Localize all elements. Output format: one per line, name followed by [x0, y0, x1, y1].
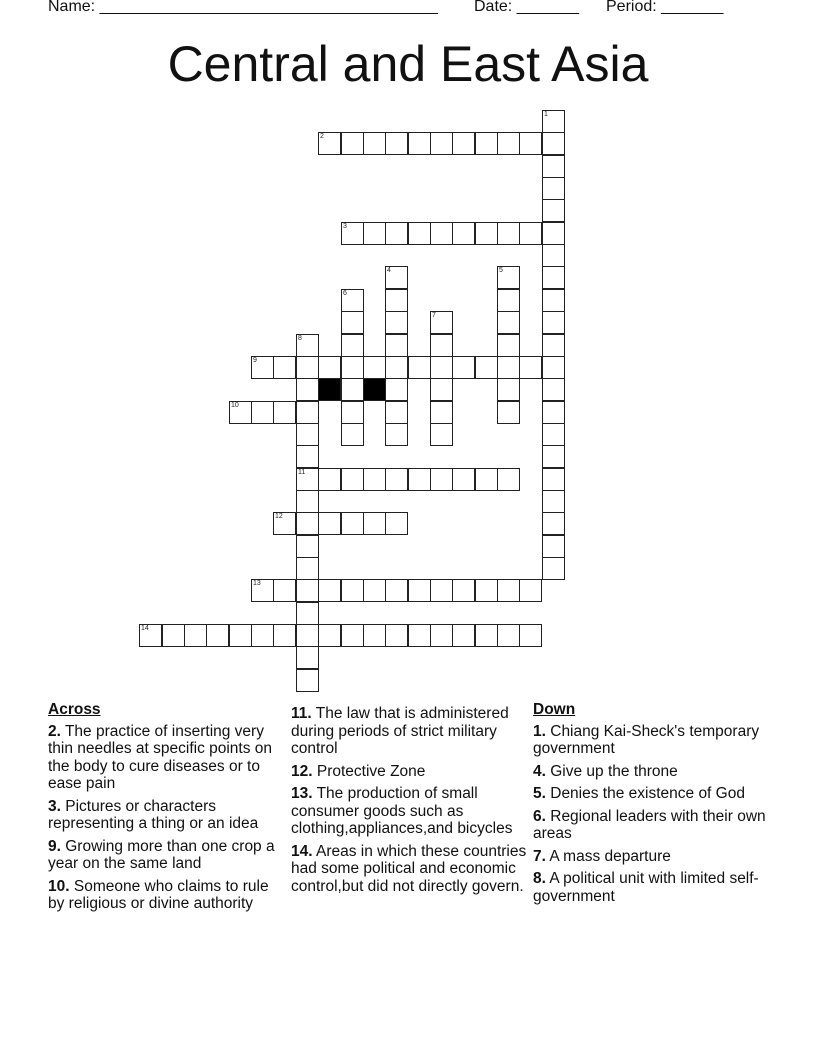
clue-text: Someone who claims to rule by religious or divine authority	[48, 877, 269, 912]
grid-cell[interactable]	[341, 311, 364, 334]
grid-cell[interactable]	[519, 132, 542, 155]
across-clue	[291, 763, 529, 781]
grid-cell[interactable]	[497, 468, 520, 491]
grid-cell[interactable]	[519, 356, 542, 379]
grid-cell[interactable]	[318, 579, 341, 602]
grid-cell[interactable]	[542, 356, 565, 379]
grid-cell[interactable]	[341, 378, 364, 401]
down-clue	[533, 785, 771, 803]
grid-cell[interactable]	[296, 468, 319, 491]
black-cell	[363, 378, 386, 401]
grid-cell[interactable]	[162, 624, 185, 647]
grid-cell[interactable]	[542, 423, 565, 446]
grid-cell[interactable]	[452, 468, 475, 491]
clue-number-label: 14	[141, 625, 149, 632]
grid-cell[interactable]	[542, 535, 565, 558]
grid-cell[interactable]	[296, 579, 319, 602]
grid-cell[interactable]	[408, 222, 431, 245]
grid-cell[interactable]	[318, 468, 341, 491]
grid-cell[interactable]	[385, 334, 408, 357]
grid-cell[interactable]	[385, 132, 408, 155]
grid-cell[interactable]	[542, 177, 565, 200]
grid-cell[interactable]	[408, 132, 431, 155]
grid-cell[interactable]	[341, 289, 364, 312]
grid-cell[interactable]	[341, 132, 364, 155]
clue-text: Growing more than one crop a year on the same land	[48, 837, 275, 872]
grid-cell[interactable]	[296, 356, 319, 379]
grid-cell[interactable]	[542, 401, 565, 424]
grid-cell[interactable]	[273, 401, 296, 424]
grid-cell[interactable]	[385, 468, 408, 491]
clue-number: 11.	[291, 705, 312, 722]
down-clue	[533, 808, 771, 843]
grid-cell[interactable]	[452, 356, 475, 379]
grid-cell[interactable]	[475, 579, 498, 602]
grid-cell[interactable]	[542, 244, 565, 267]
clue-text: Denies the existence of God	[545, 785, 745, 802]
grid-cell[interactable]	[318, 512, 341, 535]
grid-cell[interactable]	[296, 423, 319, 446]
across-clues-part-2	[291, 705, 529, 895]
clue-number-label: 7	[432, 312, 436, 319]
grid-cell[interactable]	[497, 132, 520, 155]
grid-cell[interactable]	[296, 490, 319, 513]
grid-cell[interactable]	[385, 222, 408, 245]
grid-cell[interactable]	[363, 356, 386, 379]
grid-cell[interactable]	[542, 334, 565, 357]
grid-cell[interactable]	[341, 512, 364, 535]
grid-cell[interactable]	[497, 334, 520, 357]
grid-cell[interactable]	[497, 624, 520, 647]
grid-cell[interactable]	[542, 289, 565, 312]
clue-text: The production of small consumer goods such as clothing,appliances,and bicycles	[291, 785, 513, 837]
grid-cell[interactable]	[430, 423, 453, 446]
grid-cell[interactable]	[363, 132, 386, 155]
grid-cell[interactable]	[273, 579, 296, 602]
clue-number: 13.	[291, 785, 313, 802]
down-clue	[533, 723, 771, 758]
grid-cell[interactable]	[363, 624, 386, 647]
clue-number: 12.	[291, 762, 313, 780]
across-clue	[291, 785, 529, 838]
grid-cell[interactable]	[519, 222, 542, 245]
grid-cell[interactable]	[497, 356, 520, 379]
grid-cell[interactable]	[430, 378, 453, 401]
clue-number: 5.	[533, 785, 546, 802]
grid-cell[interactable]	[341, 356, 364, 379]
clue-number-label: 9	[253, 357, 257, 364]
clue-number: 14.	[291, 842, 313, 860]
grid-cell[interactable]	[430, 401, 453, 424]
grid-cell[interactable]	[430, 624, 453, 647]
grid-cell[interactable]	[385, 512, 408, 535]
clue-text: The practice of inserting very thin needles at specific points on the body to cure diseases or to ease pain	[48, 722, 273, 792]
grid-cell[interactable]	[296, 557, 319, 580]
grid-cell[interactable]	[452, 624, 475, 647]
grid-cell[interactable]	[542, 155, 565, 178]
grid-cell[interactable]	[318, 356, 341, 379]
clue-number: 10.	[48, 877, 70, 895]
grid-cell[interactable]	[542, 378, 565, 401]
grid-cell[interactable]	[296, 535, 319, 558]
down-clues-list	[533, 723, 771, 906]
clue-text: Regional leaders with their own areas	[533, 807, 766, 842]
grid-cell[interactable]	[497, 401, 520, 424]
grid-cell[interactable]	[296, 401, 319, 424]
grid-cell[interactable]	[363, 468, 386, 491]
across-clue	[48, 798, 286, 833]
grid-cell[interactable]	[341, 624, 364, 647]
grid-cell[interactable]	[251, 579, 274, 602]
grid-cell[interactable]	[475, 624, 498, 647]
grid-cell[interactable]	[542, 132, 565, 155]
clue-number-label: 6	[343, 290, 347, 297]
grid-cell[interactable]	[408, 624, 431, 647]
grid-cell[interactable]	[296, 378, 319, 401]
grid-cell[interactable]	[385, 579, 408, 602]
grid-cell[interactable]	[296, 512, 319, 535]
clue-text: Pictures or characters representing a thing or an idea	[48, 797, 259, 832]
grid-cell[interactable]	[475, 132, 498, 155]
clue-number-label: 3	[343, 223, 347, 230]
black-cell	[318, 378, 341, 401]
grid-cell[interactable]	[430, 468, 453, 491]
grid-cell[interactable]	[229, 401, 252, 424]
grid-cell[interactable]	[452, 579, 475, 602]
grid-cell[interactable]	[497, 266, 520, 289]
grid-cell[interactable]	[296, 445, 319, 468]
down-clue	[533, 763, 771, 781]
across-clue	[48, 723, 286, 793]
name-field[interactable]: Name: ______________________________________	[48, 0, 438, 15]
grid-cell[interactable]	[296, 669, 319, 692]
grid-cell[interactable]	[452, 222, 475, 245]
grid-cell[interactable]	[497, 222, 520, 245]
grid-cell[interactable]	[430, 579, 453, 602]
grid-cell[interactable]	[363, 512, 386, 535]
grid-cell[interactable]	[542, 512, 565, 535]
across-clues-column-continued	[291, 705, 529, 900]
grid-cell[interactable]	[341, 222, 364, 245]
grid-cell[interactable]	[408, 468, 431, 491]
grid-cell[interactable]	[542, 110, 565, 133]
grid-cell[interactable]	[408, 579, 431, 602]
clue-text: The law that is administered during periods of strict military control	[291, 705, 509, 757]
clue-number: 1.	[533, 722, 546, 740]
down-clues-column	[533, 701, 771, 910]
grid-cell[interactable]	[542, 222, 565, 245]
across-clue	[291, 705, 529, 758]
grid-cell[interactable]	[385, 266, 408, 289]
grid-cell[interactable]	[251, 624, 274, 647]
clue-number-label: 4	[387, 267, 391, 274]
grid-cell[interactable]	[341, 468, 364, 491]
grid-cell[interactable]	[475, 222, 498, 245]
down-heading: Down	[533, 701, 576, 718]
grid-cell[interactable]	[385, 378, 408, 401]
clue-number: 4.	[533, 762, 546, 780]
down-clue	[533, 848, 771, 866]
grid-cell[interactable]	[430, 132, 453, 155]
grid-cell[interactable]	[341, 579, 364, 602]
clue-number: 3.	[48, 797, 61, 815]
grid-cell[interactable]	[385, 356, 408, 379]
clue-number: 7.	[533, 847, 546, 865]
clue-text: Chiang Kai-Sheck's temporary government	[533, 722, 760, 757]
clue-text: A mass departure	[545, 847, 671, 865]
clue-number-label: 2	[320, 133, 324, 140]
clue-text: A political unit with limited self-government	[533, 870, 759, 905]
clue-number-label: 12	[275, 513, 283, 520]
grid-cell[interactable]	[497, 378, 520, 401]
grid-cell[interactable]	[519, 624, 542, 647]
grid-cell[interactable]	[542, 199, 565, 222]
across-clues-part-1	[48, 723, 286, 913]
grid-cell[interactable]	[542, 490, 565, 513]
grid-cell[interactable]	[273, 512, 296, 535]
grid-cell[interactable]	[296, 624, 319, 647]
grid-cell[interactable]	[430, 356, 453, 379]
grid-cell[interactable]	[229, 624, 252, 647]
grid-cell[interactable]	[542, 311, 565, 334]
grid-cell[interactable]	[497, 579, 520, 602]
clue-text: Areas in which these countries had some political and economic control,but did not directly govern.	[291, 842, 527, 895]
grid-cell[interactable]	[497, 289, 520, 312]
grid-cell[interactable]	[542, 468, 565, 491]
grid-cell[interactable]	[318, 624, 341, 647]
clue-text: Protective Zone	[312, 762, 426, 780]
grid-cell[interactable]	[296, 334, 319, 357]
grid-cell[interactable]	[184, 624, 207, 647]
clue-text: Give up the throne	[545, 762, 678, 780]
clue-number: 9.	[48, 837, 61, 855]
grid-cell[interactable]	[430, 311, 453, 334]
grid-cell[interactable]	[341, 401, 364, 424]
grid-cell[interactable]	[139, 624, 162, 647]
grid-cell[interactable]	[542, 557, 565, 580]
date-field[interactable]: Date: _______	[474, 0, 579, 15]
grid-cell[interactable]	[542, 445, 565, 468]
grid-cell[interactable]	[385, 423, 408, 446]
grid-cell[interactable]	[385, 289, 408, 312]
clue-number-label: 13	[253, 580, 261, 587]
clue-number: 8.	[533, 870, 546, 887]
across-clue	[48, 878, 286, 913]
grid-cell[interactable]	[341, 334, 364, 357]
grid-cell[interactable]	[363, 222, 386, 245]
grid-cell[interactable]	[408, 356, 431, 379]
clue-number-label: 8	[298, 335, 302, 342]
grid-cell[interactable]	[497, 311, 520, 334]
puzzle-title: Central and East Asia	[167, 36, 649, 92]
grid-cell[interactable]	[475, 468, 498, 491]
clue-number-label: 10	[231, 402, 239, 409]
clue-number-label: 5	[499, 267, 503, 274]
grid-cell[interactable]	[251, 356, 274, 379]
grid-cell[interactable]	[542, 266, 565, 289]
across-clues-column	[48, 701, 286, 918]
grid-cell[interactable]	[475, 356, 498, 379]
period-field[interactable]: Period: _______	[606, 0, 724, 15]
grid-cell[interactable]	[519, 579, 542, 602]
across-heading: Across	[48, 701, 101, 718]
grid-cell[interactable]	[430, 222, 453, 245]
across-clue	[291, 843, 529, 896]
clue-number-label: 11	[298, 469, 306, 476]
grid-cell[interactable]	[296, 602, 319, 625]
clue-number: 2.	[48, 722, 61, 740]
clue-number-label: 1	[544, 111, 548, 118]
grid-cell[interactable]	[452, 132, 475, 155]
grid-cell[interactable]	[430, 334, 453, 357]
grid-cell[interactable]	[385, 401, 408, 424]
grid-cell[interactable]	[296, 646, 319, 669]
grid-cell[interactable]	[273, 356, 296, 379]
grid-cell[interactable]	[206, 624, 229, 647]
grid-cell[interactable]	[251, 401, 274, 424]
grid-cell[interactable]	[385, 624, 408, 647]
grid-cell[interactable]	[318, 132, 341, 155]
grid-cell[interactable]	[363, 579, 386, 602]
across-clue	[48, 838, 286, 873]
grid-cell[interactable]	[385, 311, 408, 334]
down-clue	[533, 870, 771, 905]
grid-cell[interactable]	[273, 624, 296, 647]
grid-cell[interactable]	[341, 423, 364, 446]
clue-number: 6.	[533, 807, 546, 825]
